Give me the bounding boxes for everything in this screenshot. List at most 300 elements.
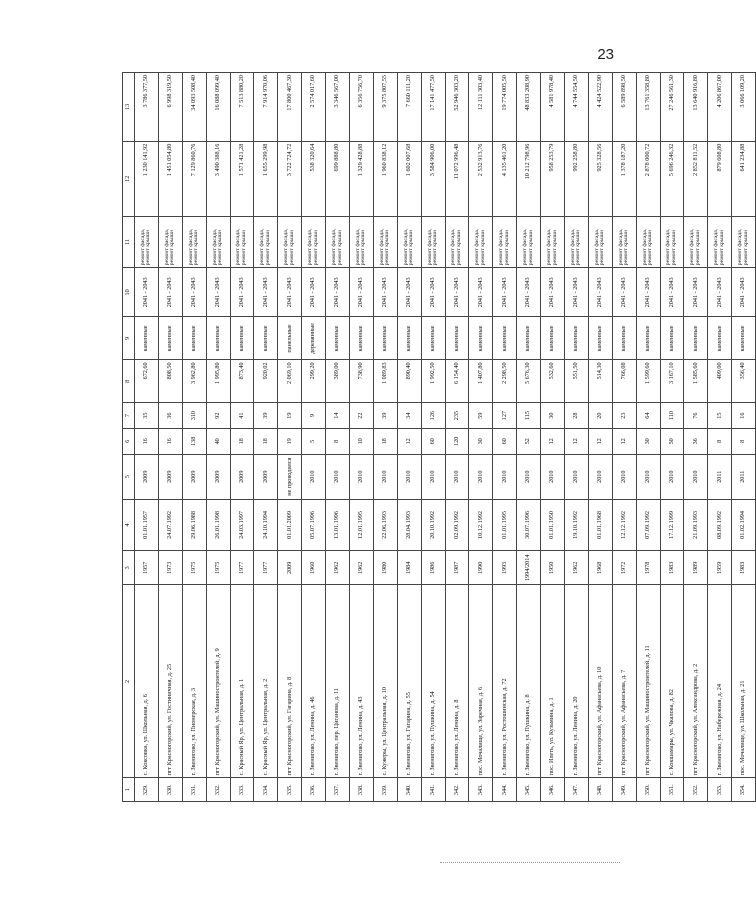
work-type-cell: ремонт фасада, ремонт крыши <box>373 216 397 267</box>
total-cost-cell: 9 375 807,55 <box>373 73 397 142</box>
area-cell: 672,60 <box>135 360 159 403</box>
work-type-cell: ремонт фасада, ремонт крыши <box>397 216 421 267</box>
wall-material-cell: каменные <box>612 317 636 360</box>
work-type-cell: ремонт фасада, ремонт крыши <box>732 216 756 267</box>
column-header: 5 <box>123 454 135 499</box>
address-cell: пгт Красногорский, ул. Машиностроителей, д. 9 <box>206 585 230 778</box>
total-cost-cell: 52 946 303,20 <box>445 73 469 142</box>
total-cost-cell: 6 589 898,50 <box>612 73 636 142</box>
work-type-cell: ремонт фасада, ремонт крыши <box>158 216 182 267</box>
privatization-date-cell: 20.10.1992 <box>421 499 445 550</box>
address-cell: г. Звенигово, ул. Ленина, д. 43 <box>350 585 374 778</box>
work-type-cell: ремонт фасада, ремонт крыши <box>684 216 708 267</box>
apartments-cell: 10 <box>350 428 374 454</box>
address-cell: пгт Красногорский, ул. Афанасьева, д. 7 <box>612 585 636 778</box>
planned-period-cell: 2041 - 2043 <box>612 268 636 317</box>
area-cell: 873,40 <box>230 360 254 403</box>
wall-material-cell: каменные <box>517 317 541 360</box>
cost-cell: 5 696 246,32 <box>660 141 684 216</box>
wall-material-cell: каменные <box>254 317 278 360</box>
area-cell: 1 407,80 <box>469 360 493 403</box>
work-type-cell: ремонт фасада, ремонт крыши <box>206 216 230 267</box>
year-built-cell: 1975 <box>206 551 230 585</box>
last-repair-cell: 2009 <box>182 454 206 499</box>
table-row <box>230 73 254 802</box>
apartments-cell: 12 <box>541 428 565 454</box>
row-number: 349. <box>612 778 636 802</box>
year-built-cell: 1962 <box>326 551 350 585</box>
total-cost-cell: 3 066 109,20 <box>732 73 756 142</box>
wall-material-cell: каменные <box>684 317 708 360</box>
work-type-cell: ремонт фасада, ремонт крыши <box>278 216 302 267</box>
planned-period-cell: 2041 - 2043 <box>158 268 182 317</box>
column-header: 11 <box>123 216 135 267</box>
wall-material-cell: каменные <box>469 317 493 360</box>
residents-cell: 310 <box>182 403 206 429</box>
cost-cell: 538 320,64 <box>302 141 326 216</box>
year-built-cell: 1975 <box>182 551 206 585</box>
address-cell: г. Звенигово, ул. Ростошинская, д. 72 <box>493 585 517 778</box>
planned-period-cell: 2041 - 2043 <box>373 268 397 317</box>
privatization-date-cell: 13.01.1996 <box>326 499 350 550</box>
apartments-cell: 36 <box>684 428 708 454</box>
last-repair-cell: 2010 <box>350 454 374 499</box>
area-cell: 920,02 <box>254 360 278 403</box>
residents-cell: 64 <box>636 403 660 429</box>
row-number: 353. <box>708 778 732 802</box>
table-row <box>397 73 421 802</box>
year-built-cell: 1983 <box>732 551 756 585</box>
planned-period-cell: 2041 - 2043 <box>326 268 350 317</box>
apartments-cell: 18 <box>373 428 397 454</box>
last-repair-cell: 2010 <box>660 454 684 499</box>
cost-cell: 10 212 798,96 <box>517 141 541 216</box>
table-row <box>135 73 159 802</box>
apartments-cell: 30 <box>469 428 493 454</box>
apartments-cell: 8 <box>326 428 350 454</box>
privatization-date-cell: 22.06.1993 <box>373 499 397 550</box>
planned-period-cell: 2041 - 2043 <box>636 268 660 317</box>
apartments-cell: 52 <box>517 428 541 454</box>
area-cell: 3 962,80 <box>182 360 206 403</box>
row-number: 335. <box>278 778 302 802</box>
wall-material-cell: каменные <box>445 317 469 360</box>
row-number: 340. <box>397 778 421 802</box>
row-number: 330. <box>158 778 182 802</box>
year-built-cell: 1983 <box>660 551 684 585</box>
work-type-cell: ремонт фасада, ремонт крыши <box>445 216 469 267</box>
planned-period-cell: 2041 - 2043 <box>493 268 517 317</box>
wall-material-cell: каменные <box>541 317 565 360</box>
cost-cell: 879 608,80 <box>708 141 732 216</box>
address-cell: пос. Мочалище, ул. Заречная, д. 6 <box>469 585 493 778</box>
work-type-cell: ремонт фасада, ремонт крыши <box>230 216 254 267</box>
residents-cell: 115 <box>517 403 541 429</box>
residents-cell: 30 <box>541 403 565 429</box>
total-cost-cell: 6 998 319,50 <box>158 73 182 142</box>
last-repair-cell: 2011 <box>708 454 732 499</box>
last-repair-cell: 2010 <box>684 454 708 499</box>
privatization-date-cell: 01.01.1957 <box>135 499 159 550</box>
privatization-date-cell: 12.01.1995 <box>350 499 374 550</box>
cost-cell: 2 532 913,76 <box>469 141 493 216</box>
address-cell: г. Звенигово, ул. Гагарина, д. 55 <box>397 585 421 778</box>
area-cell: 2 069,10 <box>278 360 302 403</box>
residents-cell: 35 <box>135 403 159 429</box>
row-number: 333. <box>230 778 254 802</box>
table-row <box>158 73 182 802</box>
year-built-cell: 1989 <box>684 551 708 585</box>
total-cost-cell: 6 356 756,70 <box>350 73 374 142</box>
total-cost-cell: 19 774 005,50 <box>493 73 517 142</box>
total-cost-cell: 4 581 978,40 <box>541 73 565 142</box>
privatization-date-cell: 24.10.1994 <box>254 499 278 550</box>
table-row <box>350 73 374 802</box>
column-header: 6 <box>123 428 135 454</box>
last-repair-cell: 2010 <box>302 454 326 499</box>
table-row <box>302 73 326 802</box>
table-row <box>541 73 565 802</box>
planned-period-cell: 2041 - 2043 <box>684 268 708 317</box>
row-number: 339. <box>373 778 397 802</box>
work-type-cell: ремонт фасада, ремонт крыши <box>254 216 278 267</box>
work-type-cell: ремонт фасада, ремонт крыши <box>517 216 541 267</box>
last-repair-cell: 2010 <box>445 454 469 499</box>
table-row <box>445 73 469 802</box>
planned-period-cell: 2041 - 2043 <box>660 268 684 317</box>
table-row <box>373 73 397 802</box>
year-built-cell: 1993 <box>493 551 517 585</box>
work-type-cell: ремонт фасада, ремонт крыши <box>493 216 517 267</box>
wall-material-cell: каменные <box>350 317 374 360</box>
work-type-cell: ремонт фасада, ремонт крыши <box>708 216 732 267</box>
residents-cell: 59 <box>469 403 493 429</box>
area-cell: 532,60 <box>541 360 565 403</box>
privatization-date-cell: 29.06.1988 <box>182 499 206 550</box>
planned-period-cell: 2041 - 2043 <box>517 268 541 317</box>
work-type-cell: ремонт фасада, ремонт крыши <box>636 216 660 267</box>
planned-period-cell: 2041 - 2043 <box>469 268 493 317</box>
work-type-cell: ремонт фасада, ремонт крыши <box>588 216 612 267</box>
wall-material-cell: каменные <box>158 317 182 360</box>
wall-material-cell: каменные <box>373 317 397 360</box>
row-number: 338. <box>350 778 374 802</box>
total-cost-cell: 27 246 561,30 <box>660 73 684 142</box>
year-built-cell: 1984 <box>397 551 421 585</box>
address-cell: пос. Илеть, ул. Кузьмина, д. 1 <box>541 585 565 778</box>
wall-material-cell: каменные <box>135 317 159 360</box>
planned-period-cell: 2041 - 2043 <box>350 268 374 317</box>
year-built-cell: 1962 <box>350 551 374 585</box>
total-cost-cell: 7 914 970,06 <box>254 73 278 142</box>
last-repair-cell: 2010 <box>469 454 493 499</box>
housing-repair-table <box>122 72 756 802</box>
row-number: 343. <box>469 778 493 802</box>
cost-cell: 1 960 838,12 <box>373 141 397 216</box>
planned-period-cell: 2041 - 2043 <box>588 268 612 317</box>
last-repair-cell: не проводился <box>278 454 302 499</box>
total-cost-cell: 4 206 867,00 <box>708 73 732 142</box>
wall-material-cell: каменные <box>565 317 589 360</box>
total-cost-cell: 3 346 567,00 <box>326 73 350 142</box>
last-repair-cell: 2010 <box>397 454 421 499</box>
last-repair-cell: 2010 <box>493 454 517 499</box>
planned-period-cell: 2041 - 2043 <box>445 268 469 317</box>
address-cell: пгт Красногорский, ул. Александрова, д. 2 <box>684 585 708 778</box>
privatization-date-cell: 30.07.1996 <box>517 499 541 550</box>
table-row <box>636 73 660 802</box>
residents-cell: 23 <box>612 403 636 429</box>
address-cell: пгт Красногорский, ул. Афанасьева, д. 10 <box>588 585 612 778</box>
table-row <box>206 73 230 802</box>
area-cell: 1 995,80 <box>206 360 230 403</box>
last-repair-cell: 2010 <box>612 454 636 499</box>
row-number: 352. <box>684 778 708 802</box>
row-number: 346. <box>541 778 565 802</box>
planned-period-cell: 2041 - 2043 <box>302 268 326 317</box>
row-number: 331. <box>182 778 206 802</box>
cost-cell: 3 584 906,00 <box>421 141 445 216</box>
cost-cell: 11 072 996,48 <box>445 141 469 216</box>
privatization-date-cell: 24.07.1992 <box>158 499 182 550</box>
table-row <box>278 73 302 802</box>
row-number: 341. <box>421 778 445 802</box>
table-row <box>326 73 350 802</box>
wall-material-cell: каменные <box>732 317 756 360</box>
area-cell: 738,90 <box>350 360 374 403</box>
last-repair-cell: 2010 <box>565 454 589 499</box>
work-type-cell: ремонт фасада, ремонт крыши <box>660 216 684 267</box>
last-repair-cell: 2009 <box>230 454 254 499</box>
total-cost-cell: 17 141 477,50 <box>421 73 445 142</box>
residents-cell: 39 <box>254 403 278 429</box>
area-cell: 356,40 <box>732 360 756 403</box>
apartments-cell: 120 <box>445 428 469 454</box>
residents-cell: 76 <box>684 403 708 429</box>
total-cost-cell: 4 744 554,50 <box>565 73 589 142</box>
residents-cell: 16 <box>732 403 756 429</box>
area-cell: 299,20 <box>302 360 326 403</box>
year-built-cell: 1994/2014 <box>517 551 541 585</box>
last-repair-cell: 2010 <box>326 454 350 499</box>
table-row <box>588 73 612 802</box>
apartments-cell: 12 <box>565 428 589 454</box>
wall-material-cell: каменные <box>660 317 684 360</box>
cost-cell: 641 234,88 <box>732 141 756 216</box>
cost-cell: 2 878 000,72 <box>636 141 660 216</box>
residents-cell: 9 <box>302 403 326 429</box>
column-header: 4 <box>123 499 135 550</box>
cost-cell: 1 451 054,80 <box>158 141 182 216</box>
last-repair-cell: 2010 <box>517 454 541 499</box>
year-built-cell: 1960 <box>302 551 326 585</box>
row-number: 350. <box>636 778 660 802</box>
planned-period-cell: 2041 - 2043 <box>708 268 732 317</box>
apartments-cell: 60 <box>421 428 445 454</box>
planned-period-cell: 2041 - 2043 <box>541 268 565 317</box>
address-cell: г. Звенигово, ул. Пушкина, д. 8 <box>517 585 541 778</box>
wall-material-cell: деревянные <box>302 317 326 360</box>
year-built-cell: 1962 <box>565 551 589 585</box>
apartments-cell: 19 <box>278 428 302 454</box>
apartments-cell: 12 <box>612 428 636 454</box>
page-number: 23 <box>597 46 614 63</box>
cost-cell: 1 230 141,92 <box>135 141 159 216</box>
residents-cell: 14 <box>326 403 350 429</box>
table-header-row <box>123 73 135 802</box>
planned-period-cell: 2041 - 2043 <box>182 268 206 317</box>
year-built-cell: 2009 <box>278 551 302 585</box>
year-built-cell: 1980 <box>373 551 397 585</box>
privatization-date-cell: 01.02.1994 <box>732 499 756 550</box>
area-cell: 5 676,30 <box>517 360 541 403</box>
privatization-date-cell: 01.01.1968 <box>588 499 612 550</box>
year-built-cell: 1978 <box>636 551 660 585</box>
column-header: 3 <box>123 551 135 585</box>
last-repair-cell: 2009 <box>158 454 182 499</box>
table-row <box>612 73 636 802</box>
wall-material-cell: каменные <box>493 317 517 360</box>
wall-material-cell: каменные <box>708 317 732 360</box>
cost-cell: 3 490 388,16 <box>206 141 230 216</box>
work-type-cell: ремонт фасада, ремонт крыши <box>350 216 374 267</box>
privatization-date-cell: 07.09.1992 <box>636 499 660 550</box>
privatization-date-cell: 08.09.1992 <box>708 499 732 550</box>
area-cell: 514,30 <box>588 360 612 403</box>
wall-material-cell: каменные <box>421 317 445 360</box>
table-row <box>254 73 278 802</box>
row-number: 351. <box>660 778 684 802</box>
work-type-cell: ремонт фасада, ремонт крыши <box>421 216 445 267</box>
year-built-cell: 1959 <box>708 551 732 585</box>
footer-dotted-line <box>440 862 620 865</box>
column-header: 9 <box>123 317 135 360</box>
area-cell: 808,50 <box>158 360 182 403</box>
apartments-cell: 30 <box>636 428 660 454</box>
row-number: 344. <box>493 778 517 802</box>
area-cell: 6 154,40 <box>445 360 469 403</box>
last-repair-cell: 2010 <box>588 454 612 499</box>
privatization-date-cell: 02.09.1992 <box>445 499 469 550</box>
work-type-cell: ремонт фасада, ремонт крыши <box>182 216 206 267</box>
apartments-cell: 8 <box>708 428 732 454</box>
last-repair-cell: 2010 <box>636 454 660 499</box>
apartments-cell: 16 <box>158 428 182 454</box>
area-cell: 409,00 <box>708 360 732 403</box>
apartments-cell: 8 <box>732 428 756 454</box>
apartments-cell: 18 <box>230 428 254 454</box>
table-row <box>660 73 684 802</box>
address-cell: с. Кужеры, ул. Центральная, д. 10 <box>373 585 397 778</box>
apartments-cell: 60 <box>493 428 517 454</box>
cost-cell: 992 258,80 <box>565 141 589 216</box>
wall-material-cell: каменные <box>230 317 254 360</box>
address-cell: г. Звенигово, ул. Ленина, д. 20 <box>565 585 589 778</box>
total-cost-cell: 3 786 377,50 <box>135 73 159 142</box>
address-cell: г. Звенигово, ул. Ленина, д. 46 <box>302 585 326 778</box>
area-cell: 890,40 <box>397 360 421 403</box>
year-built-cell: 1950 <box>541 551 565 585</box>
total-cost-cell: 2 574 017,60 <box>302 73 326 142</box>
work-type-cell: ремонт фасада, ремонт крыши <box>135 216 159 267</box>
row-number: 342. <box>445 778 469 802</box>
work-type-cell: ремонт фасада, ремонт крыши <box>612 216 636 267</box>
residents-cell: 41 <box>230 403 254 429</box>
total-cost-cell: 16 088 099,40 <box>206 73 230 142</box>
row-number: 348. <box>588 778 612 802</box>
residents-cell: 39 <box>373 403 397 429</box>
year-built-cell: 1990 <box>469 551 493 585</box>
address-cell: г. Звенигово, ул. Пионерская, д. 3 <box>182 585 206 778</box>
privatization-date-cell: 26.01.1998 <box>206 499 230 550</box>
residents-cell: 34 <box>397 403 421 429</box>
area-cell: 1 599,60 <box>636 360 660 403</box>
table-row <box>517 73 541 802</box>
column-header: 2 <box>123 585 135 778</box>
wall-material-cell: панельные <box>278 317 302 360</box>
cost-cell: 1 602 007,68 <box>397 141 421 216</box>
privatization-date-cell: 24.03.1997 <box>230 499 254 550</box>
apartments-cell: 50 <box>660 428 684 454</box>
total-cost-cell: 34 093 508,40 <box>182 73 206 142</box>
apartments-cell: 18 <box>254 428 278 454</box>
apartments-cell: 5 <box>302 428 326 454</box>
planned-period-cell: 2041 - 2043 <box>254 268 278 317</box>
table-row <box>421 73 445 802</box>
total-cost-cell: 7 513 880,20 <box>230 73 254 142</box>
wall-material-cell: каменные <box>206 317 230 360</box>
planned-period-cell: 2041 - 2043 <box>278 268 302 317</box>
table-row <box>493 73 517 802</box>
area-cell: 551,50 <box>565 360 589 403</box>
cost-cell: 925 328,56 <box>588 141 612 216</box>
column-header: 10 <box>123 268 135 317</box>
address-cell: г. Звенигово, ул. Ленина, д. 8 <box>445 585 469 778</box>
address-cell: с. Красный Яр, ул. Центральная, д. 1 <box>230 585 254 778</box>
table-row <box>469 73 493 802</box>
address-cell: пгт Красногорский, ул. Гагарина, д. 8 <box>278 585 302 778</box>
planned-period-cell: 2041 - 2043 <box>732 268 756 317</box>
last-repair-cell: 2010 <box>541 454 565 499</box>
row-number: 347. <box>565 778 589 802</box>
last-repair-cell: 2009 <box>254 454 278 499</box>
address-cell: г. Звенигово, ул. Пушкина, д. 54 <box>421 585 445 778</box>
year-built-cell: 1977 <box>254 551 278 585</box>
privatization-date-cell: 05.07.1996 <box>302 499 326 550</box>
cost-cell: 1 655 299,98 <box>254 141 278 216</box>
residents-cell: 110 <box>660 403 684 429</box>
row-number: 334. <box>254 778 278 802</box>
area-cell: 389,00 <box>326 360 350 403</box>
year-built-cell: 1977 <box>230 551 254 585</box>
row-number: 336. <box>302 778 326 802</box>
area-cell: 766,08 <box>612 360 636 403</box>
column-header: 7 <box>123 403 135 429</box>
residents-cell: 92 <box>206 403 230 429</box>
cost-cell: 7 129 860,76 <box>182 141 206 216</box>
privatization-date-cell: 28.04.1993 <box>397 499 421 550</box>
rotated-table-container <box>122 72 749 802</box>
last-repair-cell: 2009 <box>135 454 159 499</box>
row-number: 354. <box>732 778 756 802</box>
cost-cell: 699 888,80 <box>326 141 350 216</box>
wall-material-cell: каменные <box>182 317 206 360</box>
row-number: 329. <box>135 778 159 802</box>
planned-period-cell: 2041 - 2043 <box>565 268 589 317</box>
privatization-date-cell: 21.09.1993 <box>684 499 708 550</box>
year-built-cell: 1987 <box>445 551 469 585</box>
row-number: 337. <box>326 778 350 802</box>
